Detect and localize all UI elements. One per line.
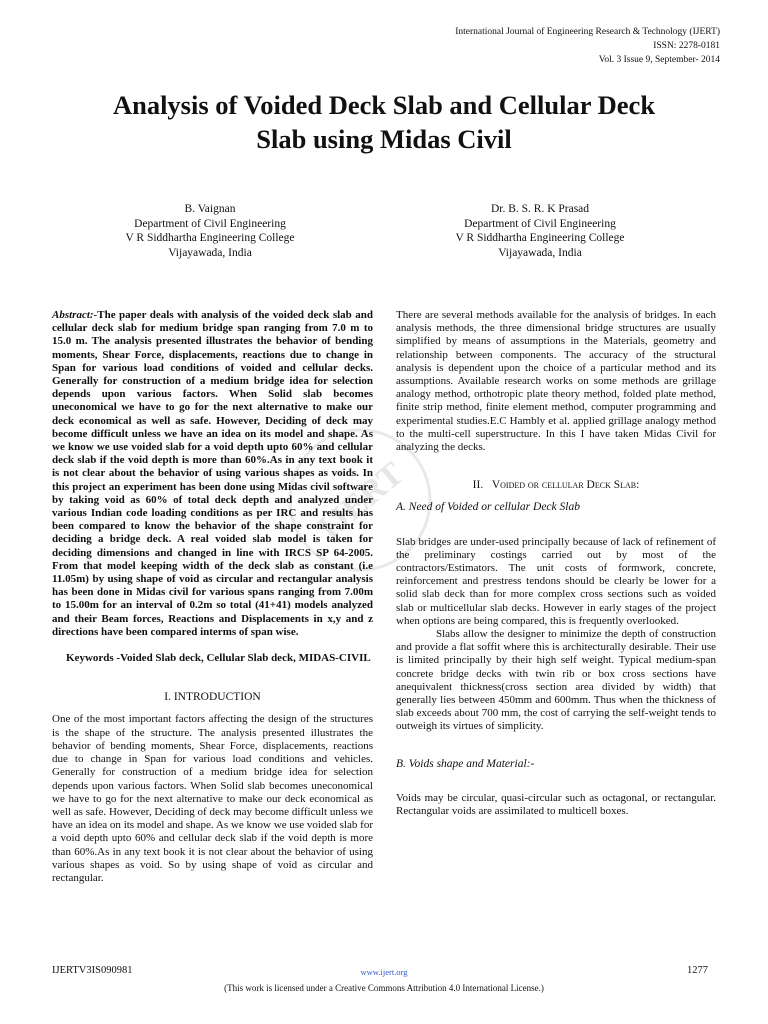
abstract [52,309,373,639]
watermark-text: IJERT [311,455,411,548]
author-block-1 [85,202,335,260]
subsection-a-paragraph-2: Slabs allow the designer to minimize the depth of construction and provide a flat soffit where this is architecturally desirable. Their use is limited principally by their high self weight. Typical medium-span concrete bridge decks with twin rib or box cross sections have anequivalent thickness(cross section area divided by width) that generally lies between 450mm and 600mm. Thus when the thickness of slab exceeds about 700 mm, the cost of carrying the self-weight tends to outweigh its virtues of simplicity. [396,628,716,733]
journal-issn: ISSN: 2278-0181 [653,41,720,51]
abstract-label: Abstract:- [52,309,98,321]
author-block-2 [415,202,665,260]
journal-volume: Vol. 3 Issue 9, September- 2014 [598,55,720,65]
right-column [396,309,716,818]
footer-license: (This work is licensed under a Creative Commons Attribution 4.0 International License.) [224,983,544,993]
author-city: Vijayawada, India [168,246,252,259]
title-line-1: Analysis of Voided Deck Slab and Cellular Deck [112,90,656,120]
footer-page-number: 1277 [687,965,708,976]
section-title: Voided or cellular Deck Slab: [491,479,640,492]
author-dept: Department of Civil Engineering [464,217,616,230]
title-line-2: Slab using Midas Civil [256,124,512,154]
keywords: Keywords -Voided Slab deck, Cellular Slab deck, MIDAS-CIVIL [66,652,371,665]
author-dept: Department of Civil Engineering [134,217,286,230]
methods-paragraph: There are several methods available for the analysis of bridges. In each analysis methods, the three dimensional bridge structures are usually simplified by means of assumptions in the Materials, geometry and relationship between components. The accuracy of the structural analysis is dependent upon the choice of a particular method and its assumptions. Available research works on some methods are grillage analogy method, orthotropic plate theory method, folded plate method, finite strip method, finite element method, computer programming and experimental studies.E.C Hambly et al. applied grillage analogy method to the multi-cell superstructure. In this I have taken Midas Civil for analyzing the decks. [396,309,716,454]
introduction-text: One of the most important factors affecting the design of the structures is the shape of the structure. The analysis presented illustrates the behavior of bending moments, Shear Force, displacements, reactions due to change in Span for various load conditions and vehicles. Generally for construction of a medium bridge idea for selection depends upon various factors. When Solid slab becomes uneconomical we have to go for the next alternative to make our deck economical as well as safe. However, Deciding of deck may become difficult unless we have an idea on its model and shape. As we know we use voided slab for a void depth upto 60% and cellular deck slab if the void depth is more than 60%.As in any text book it is not clear about the behavior of using various shapes as void. So by using shape of void as circular and rectangular. [52,713,373,884]
section-heading-introduction: I. INTRODUCTION [164,691,261,704]
subsection-heading-b: B. Voids shape and Material:- [396,757,535,770]
paper-title [30,88,738,156]
subsection-a-paragraph-1: Slab bridges are under-used principally because of lack of refinement of the preliminary costings carried out by most of the contractors/Estimators. The unit costs of formwork, concrete, reinforcement and prestress tendons should be clearly be lower for a solid slab deck than for more complex cross sections such as voided slab or multicellular slab decks. However in early stages of the project when options are being compared, this is frequently overlooked. [396,535,716,627]
journal-header [455,25,720,67]
author-college: V R Siddhartha Engineering College [455,232,625,244]
subsection-heading-a: A. Need of Voided or cellular Deck Slab [396,501,580,514]
section-heading-voided [396,479,716,492]
author-city: Vijayawada, India [498,246,582,259]
footer-url-link[interactable]: www.ijert.org [360,967,408,977]
author-name: Dr. B. S. R. K Prasad [490,203,590,215]
subsection-b-paragraph: Voids may be circular, quasi-circular such as octagonal, or rectangular. Rectangular voids are assimilated to multicell boxes. [396,791,716,818]
abstract-text: The paper deals with analysis of the voided deck slab and cellular deck slab for medium bridge span ranging from 7.0 m to 15.0 m. The analysis presented illustrates the behavior of bending moments, Shear Force, displacements, reactions due to change in Span for various load conditions of voided and cellular decks. Generally for construction of a medium bridge idea for selection depends upon various factors. When Solid slab becomes uneconomical we have to go for the next alternative to make our deck economical as well as safe. However, Deciding of deck may become difficult unless we have an idea on its model and shape. As we know we use voided slab for a void depth upto 60% and cellular deck slab if the void depth is more than 60%.As in any text book it is not clear about the behavior of using various shapes as voids. In this project an experiment has been done using Midas civil software by taking void as 60% of total deck depth and analyzed under various Indian code loading conditions as per IRC and results has been compared to know the behavior of the shape constraint for deciding a bridge deck. A real voided slab model is taken for deciding dimensions and changed in line with IRCS SP 64-2005. From that model keeping width of the deck slab as constant (i.e 11.05m) by using shape of void as circular and rectangular analysis has been done in Midas civil for various spans ranging from 7.00m to 15.00m for an interval of 0.2m so total (41+41) models analyzed and their Beam forces, Reactions and Displacements in x,y and z directions have been compared interms of span wise. [52,309,373,638]
journal-name: International Journal of Engineering Research & Technology (IJERT) [455,27,720,37]
left-column [52,309,373,885]
author-college: V R Siddhartha Engineering College [125,232,295,244]
section-number: II. [472,479,484,492]
footer-paper-id: IJERTV3IS090981 [52,965,133,976]
author-name: B. Vaignan [184,203,236,215]
